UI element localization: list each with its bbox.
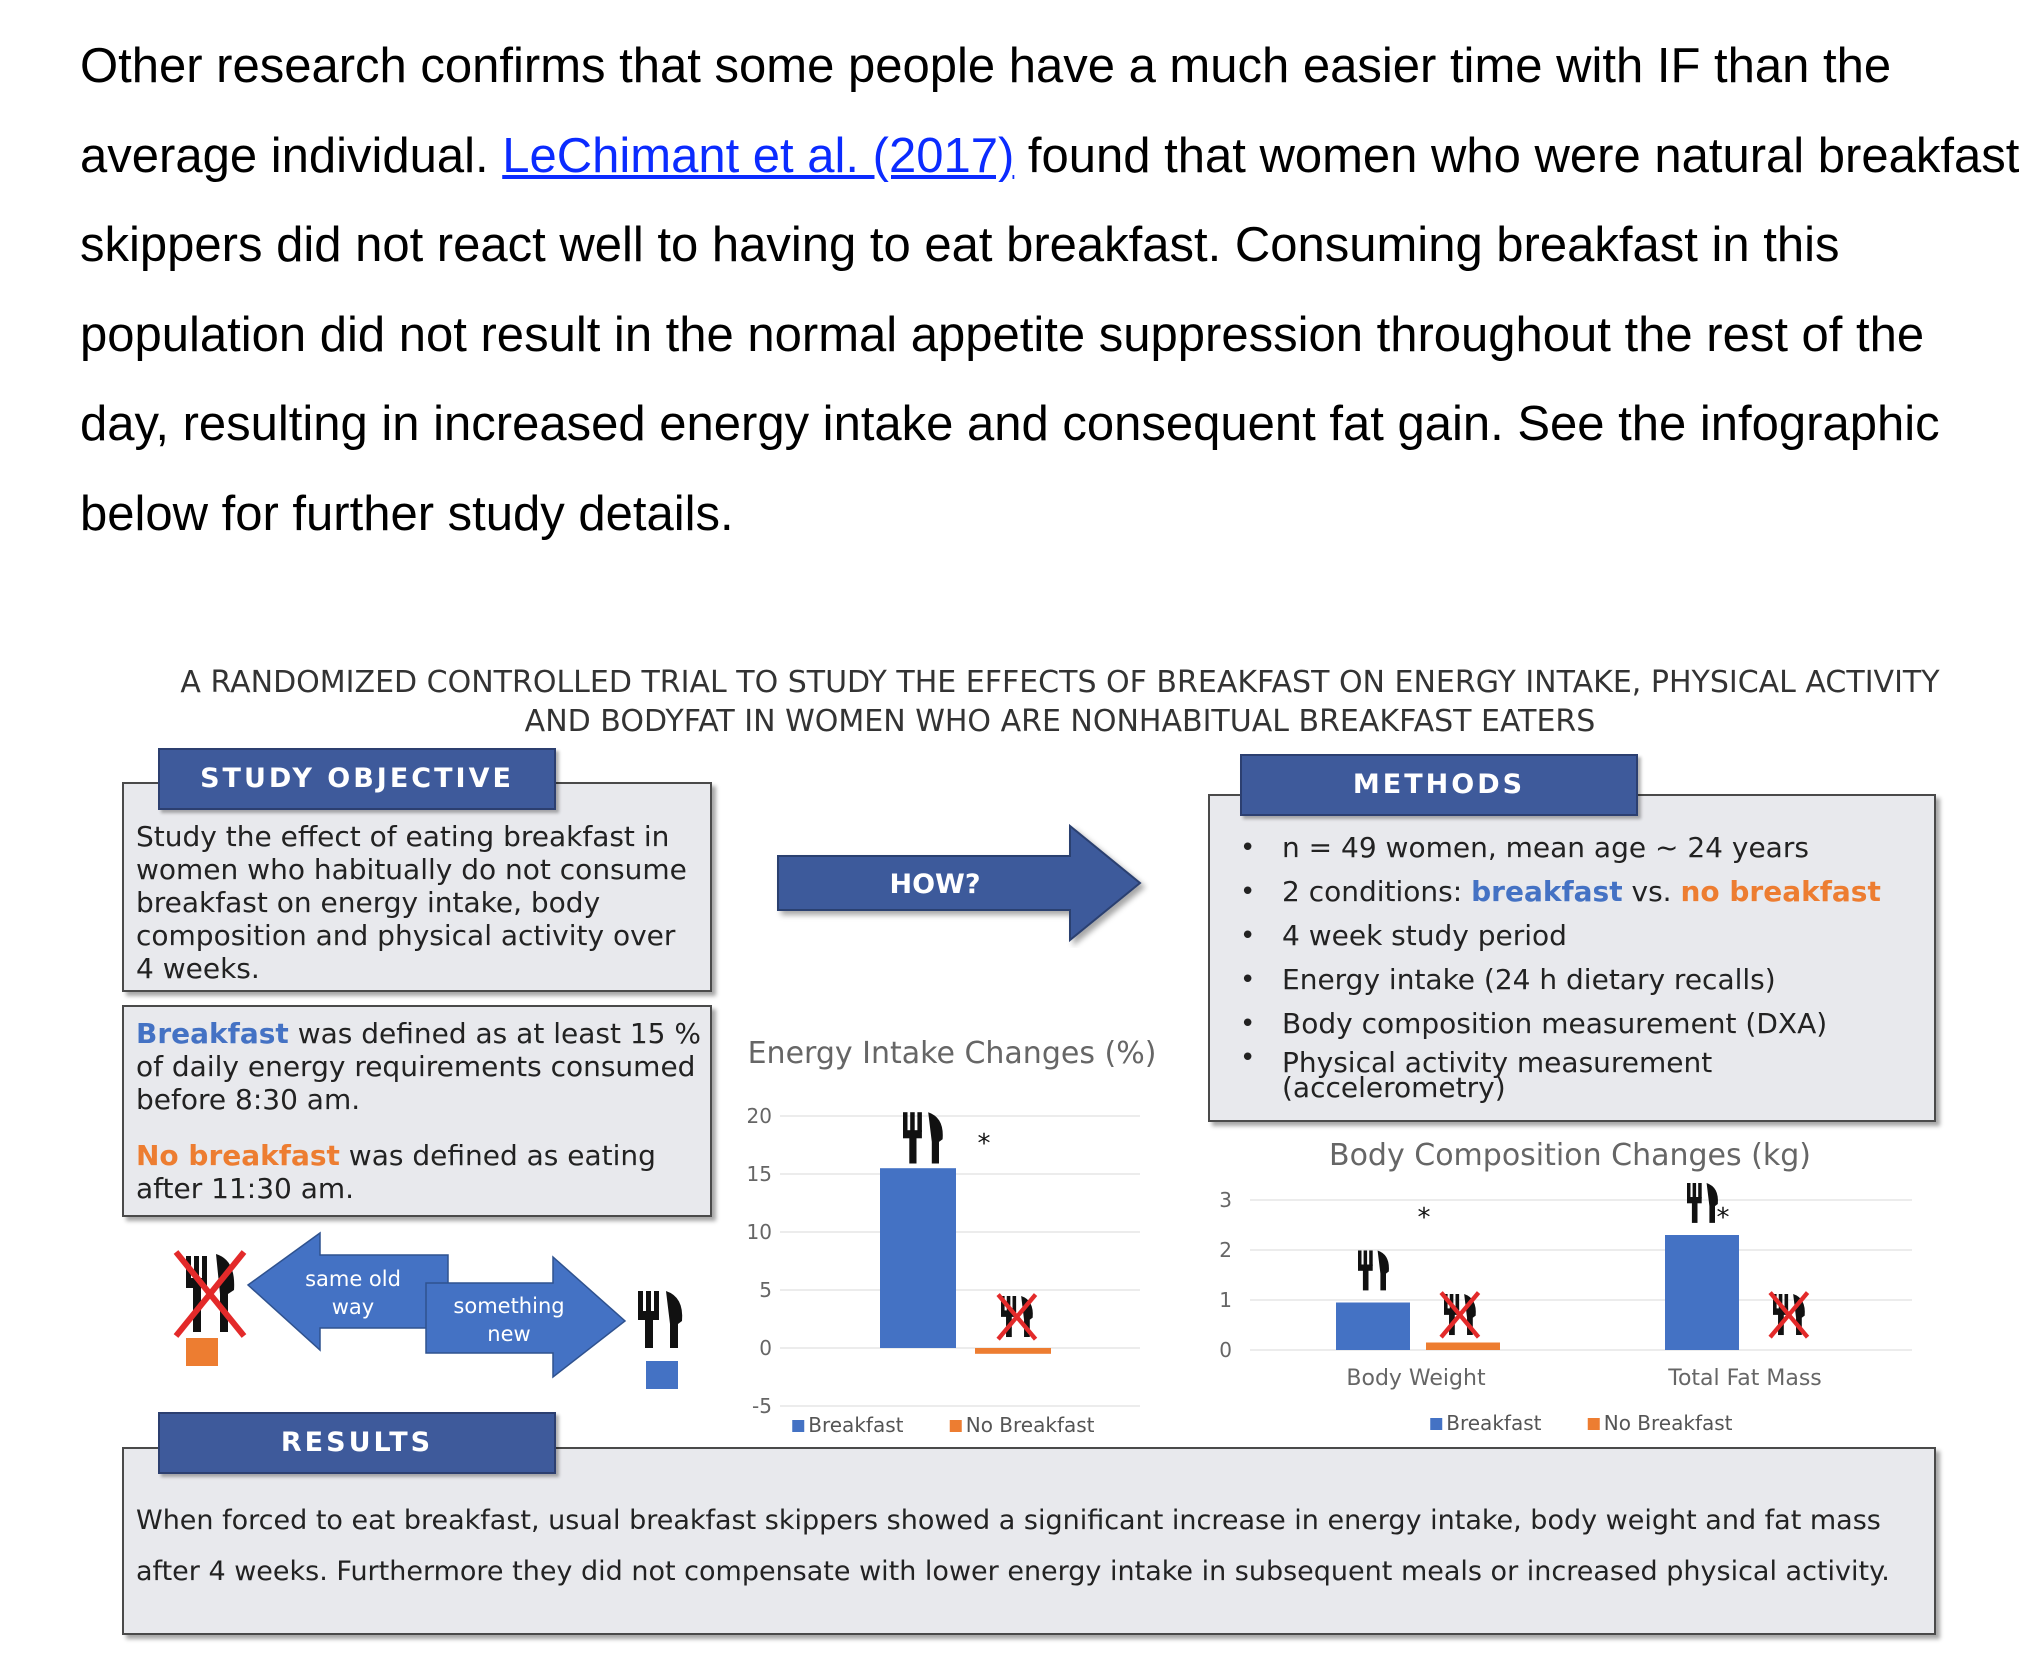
methods-item: • Body composition measurement (DXA) [1230,1002,1881,1046]
conditions-breakfast: breakfast [1471,875,1623,908]
methods-item: • Energy intake (24 h dietary recalls) [1230,958,1881,1002]
fork-tine [1358,1251,1362,1266]
bar-breakfast [1336,1303,1410,1351]
bar-no-breakfast [975,1348,1051,1354]
results-line-1: When forced to eat breakfast, usual breakfast skippers showed a significant increase in energy intake, body weight and fat mass [136,1505,1881,1536]
methods-item [1230,1046,1881,1104]
same-old-label-2: way [331,1295,375,1319]
objective-text: Study the effect of eating breakfast in women who habitually do not consume breakfast on energy intake, body composition and physical activity over 4 weeks. [136,820,687,985]
fork-handle [1692,1202,1698,1223]
knife [928,1112,943,1163]
significance-marker: * [1716,1203,1730,1233]
no-breakfast-icon [176,1252,244,1336]
fork-handle [909,1137,916,1164]
legend-swatch [1430,1418,1442,1430]
bar-breakfast [880,1168,956,1348]
results-header: RESULTS [158,1412,556,1474]
fork-tine [910,1112,915,1132]
bar-breakfast [1665,1235,1739,1350]
choice-graphic [160,1225,720,1405]
knife [1378,1251,1389,1291]
y-tick-label: -5 [752,1394,772,1418]
objective-box [122,782,712,992]
fork-handle [1363,1269,1369,1290]
y-tick-label: 5 [759,1278,772,1302]
y-tick-label: 10 [746,1220,772,1244]
results-line-2: after 4 weeks. Furthermore they did not compensate with lower energy intake in subsequent meals or increased physical activity. [136,1556,1890,1587]
infographic-title-line-1: A RANDOMIZED CONTROLLED TRIAL TO STUDY THE EFFECTS OF BREAKFAST ON ENERGY INTAKE, PHYSICAL ACTIVITY [180,665,1940,700]
results-text [136,1495,1890,1597]
y-tick-label: 2 [1219,1238,1232,1262]
y-tick-label: 0 [759,1336,772,1360]
fork-tine [1693,1183,1697,1198]
methods-header: METHODS [1240,754,1638,816]
significance-marker: * [977,1129,991,1160]
breakfast-def-text: was defined as at least 15 % of daily energy requirements consumed before 8:30 am. [136,1017,701,1116]
activity-line-1: Physical activity measurement [1282,1046,1713,1079]
fork-tine [1369,1251,1373,1266]
conditions-no-breakfast: no breakfast [1680,875,1881,908]
methods-item: • 4 week study period [1230,914,1881,958]
fork-tine [903,1112,908,1132]
no-breakfast-swatch [186,1338,218,1366]
no-breakfast-bar-icon [1770,1293,1807,1338]
legend-label: Breakfast [1446,1411,1542,1435]
no-breakfast-term: No breakfast [136,1139,340,1172]
conditions-vs: vs. [1622,875,1681,908]
objective-header: STUDY OBJECTIVE [158,748,556,810]
category-label: Total Fat Mass [1668,1366,1822,1391]
energy-intake-chart [730,1030,1170,1440]
y-tick-label: 15 [746,1162,772,1186]
legend-label: Breakfast [808,1413,904,1437]
body-chart-title: Body Composition Changes (kg) [1328,1138,1812,1173]
legend-swatch [1588,1418,1600,1430]
how-label: HOW? [889,869,981,900]
methods-item: • n = 49 women, mean age ~ 24 years [1230,826,1881,870]
no-breakfast-def-text: was defined as eating after 11:30 am. [136,1139,656,1205]
no-breakfast-bar-icon [998,1295,1035,1340]
conditions-prefix: 2 conditions: [1282,875,1472,908]
y-tick-label: 20 [746,1104,772,1128]
breakfast-bar-icon [1358,1251,1389,1291]
body-composition-chart [1200,1130,1930,1448]
y-tick-label: 1 [1219,1288,1232,1312]
methods-item [1230,870,1881,914]
legend-swatch [950,1420,962,1432]
fork-tine [1687,1183,1691,1198]
breakfast-definition [136,1017,706,1116]
something-new-label-1: something [453,1294,565,1318]
breakfast-swatch [646,1361,678,1389]
breakfast-term: Breakfast [136,1017,289,1050]
same-old-way-arrow [248,1233,448,1350]
no-breakfast-definition [136,1139,706,1205]
no-breakfast-bar-icon [1441,1293,1478,1338]
results-box [122,1447,1936,1635]
something-new-label-2: new [487,1322,531,1346]
bar-no-breakfast [1426,1343,1500,1351]
y-tick-label: 3 [1219,1188,1232,1212]
body-paragraph [80,22,2020,559]
infographic-title-line-2: AND BODYFAT IN WOMEN WHO ARE NONHABITUAL BREAKFAST EATERS [524,704,1596,739]
breakfast-icon [638,1291,682,1348]
definitions-box [122,1005,712,1217]
paragraph-text-before: Other research confirms that some people have a much easier time with IF than the average individual. [80,39,1892,183]
paragraph-text-after: found that women who were natural breakfast skippers did not react well to having to eat breakfast. Consuming breakfast in this population did not result in the normal appetite suppression throughout the rest of the day, resulting in increased energy intake and consequent fat gain. See the infographic below for further study details. [80,128,2020,541]
category-label: Body Weight [1346,1366,1486,1391]
citation-link[interactable]: LeChimant et al. (2017) [502,128,1015,183]
fork-tine [1698,1183,1702,1198]
y-tick-label: 0 [1219,1338,1232,1362]
methods-list [1230,826,1881,1104]
breakfast-bar-icon [1687,1183,1718,1223]
legend-label: No Breakfast [965,1413,1095,1437]
activity-line-2: (accelerometry) [1282,1071,1506,1104]
fork-tine [917,1112,922,1132]
breakfast-bar-icon [903,1112,943,1163]
how-arrow [770,818,1150,948]
legend-label: No Breakfast [1603,1411,1733,1435]
significance-marker: * [1417,1203,1431,1233]
fork-tine [1364,1251,1368,1266]
same-old-label-1: same old [305,1267,401,1291]
energy-chart-title: Energy Intake Changes (%) [747,1036,1157,1071]
legend-swatch [792,1420,804,1432]
